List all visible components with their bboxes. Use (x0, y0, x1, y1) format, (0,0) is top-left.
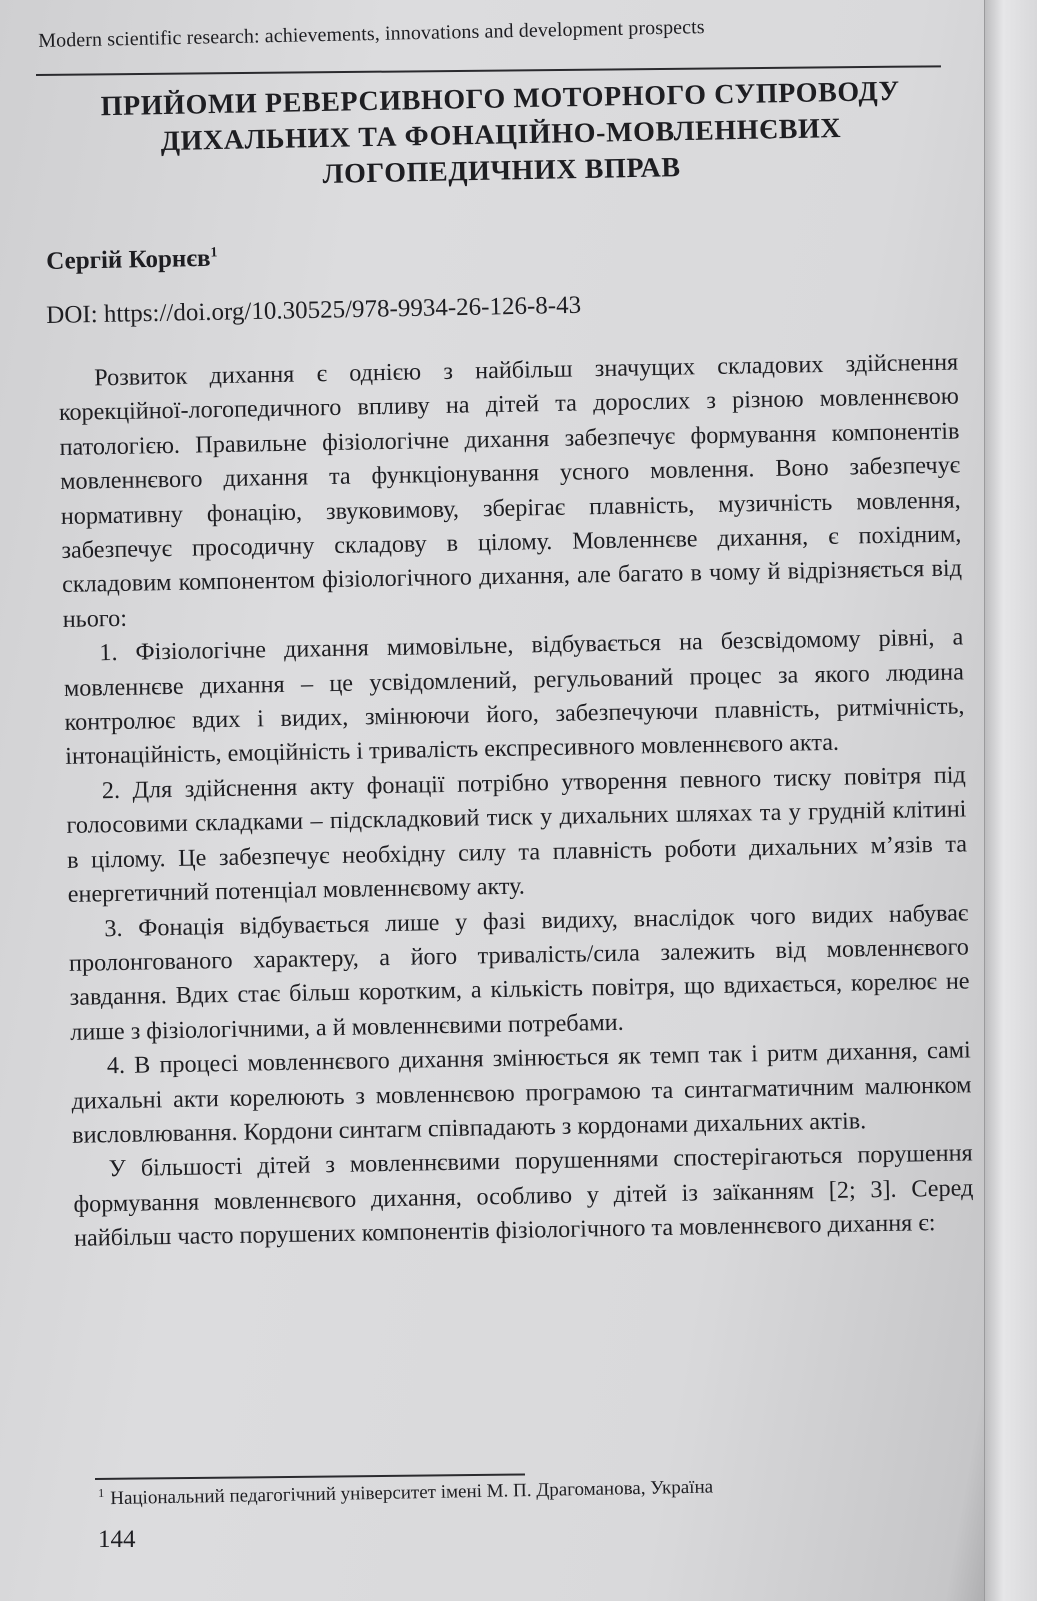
title-line: ПРИЙОМИ РЕВЕРСИВНОГО МОТОРНОГО СУПРОВОДУ (100, 75, 901, 123)
paragraph: Розвиток дихання є однією з найбільш значущих складових здійснення корекційної-логопедичного впливу на дітей та дорослих з різною мовленнєвою патологією. Правильне фізіологічне дихання забезпечує формування компонентів мовленнєвого дихання та функціонування усного мовлення. Воно забезпечує нормативну фонацію, звуковимову, зберігає плавність, музичність мовлення, забезпечує просодичну складову в цілому. Мовленнєве дихання, є похідним, складовим компонентом фізіологічного дихання, але багато в чому й відрізняється від нього: (58, 348, 963, 633)
article-title (60, 73, 942, 198)
page-number: 144 (98, 1526, 136, 1553)
header-rule (36, 65, 941, 76)
running-header: Modern scientific research: achievements, innovations and development prospects (38, 16, 705, 52)
title-line: ЛОГОПЕДИЧНИХ ВПРАВ (322, 152, 681, 190)
author (46, 245, 218, 276)
paragraph: 4. В процесі мовленнєвого дихання змінюється як темп так і ритм дихання, самі дихальні акти корелюють з мовленнєвою програмою та синтагматичним малюнком висловлювання. Кордони синтагм співпадають з кордонами дихальних актів. (71, 1036, 972, 1149)
next-page-edge (984, 0, 1037, 1601)
article-body (58, 346, 974, 1257)
footnote-text: Національний педагогічний університет імені М. П. Драгоманова, Україна (110, 1476, 714, 1510)
title-line: ДИХАЛЬНИХ ТА ФОНАЦІЙНО-МОВЛЕННЄВИХ (160, 113, 842, 158)
doi-link[interactable]: DOI: https://doi.org/10.30525/978-9934-26-126-8-43 (46, 291, 582, 329)
paragraph: У більшості дітей з мовленнєвими порушеннями спостерігаються порушення формування мовленнєвого дихання, особливо у дітей із заїканням [2; 3]. Серед найбільш часто порушених компонентів фізіологічного та мовленнєвого дихання є: (73, 1139, 974, 1253)
paragraph: 2. Для здійснення акту фонації потрібно утворення певного тиску повітря під голосовими складками – підскладковий тиск у дихальних шляхах та у грудній клітині в цілому. Це забезпечує необхідну силу та плавність роботи дихальних м’язів та енергетичний потенціал мовленнєвому акту. (66, 761, 968, 909)
paragraph: 3. Фонація відбувається лише у фазі видиху, внаслідок чого видих набуває пролонгованого характеру, а його тривалість/сила залежить від мовленнєвого завдання. Вдих стає більш коротким, а кількість повітря, що вдихається, корелює не лише з фізіологічними, а й мовленнєвими потребами. (68, 898, 970, 1046)
paragraph: 1. Фізіологічне дихання мимовільне, відбувається на безсвідомому рівні, а мовленнєве дихання – це усвідомлений, регульований процес за якого людина контролює вдих і видих, змінюючи його, забезпечуючи плавність, ритмічність, інтонаційність, емоційність і тривалість експресивного мовленнєвого акта. (63, 623, 965, 771)
footnote-mark: 1 (98, 1485, 105, 1500)
author-name: Сергій Корнєв (46, 244, 211, 275)
author-footnote-mark: 1 (210, 245, 218, 261)
